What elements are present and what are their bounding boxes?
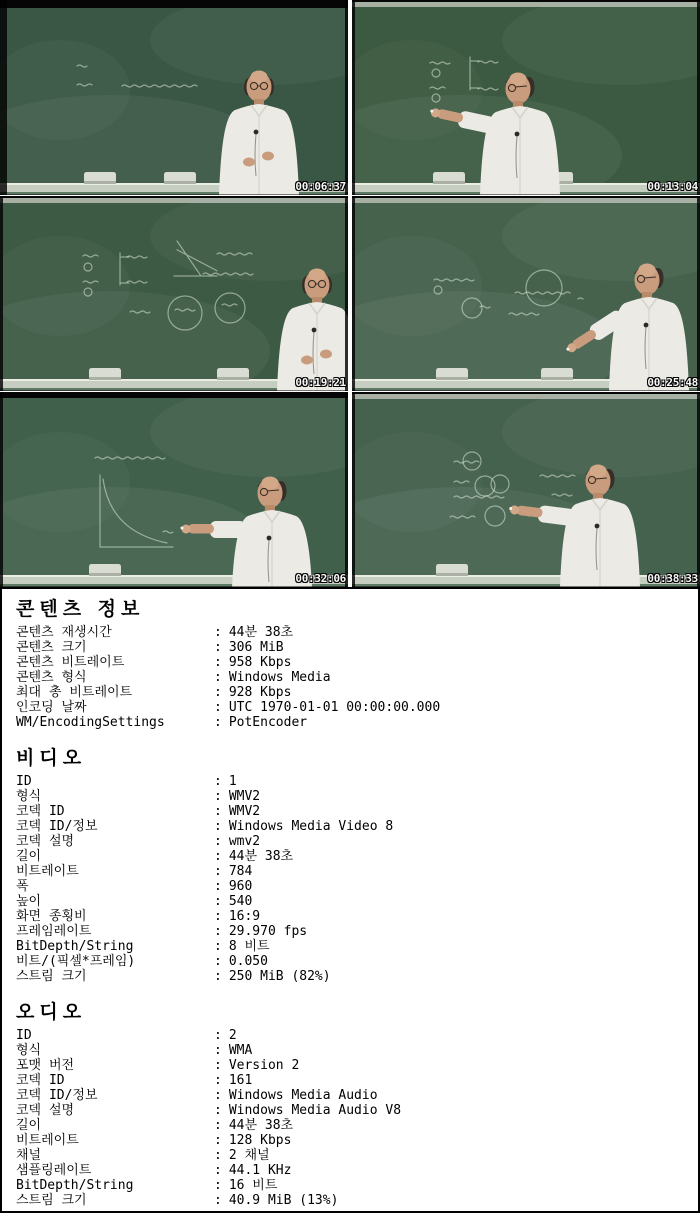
info-row xyxy=(16,670,688,685)
info-label: WM/EncodingSettings xyxy=(16,715,165,730)
video-thumbnail xyxy=(352,196,700,391)
eraser xyxy=(433,172,465,184)
colon-separator: : xyxy=(214,939,222,954)
info-label: 높이 xyxy=(16,894,42,909)
info-label: 코덱 ID/정보 xyxy=(16,1088,98,1103)
colon-separator: : xyxy=(214,640,222,655)
info-panel xyxy=(0,587,700,1213)
eraser xyxy=(541,368,573,380)
chalkboard-scene xyxy=(0,392,348,587)
colon-separator: : xyxy=(214,819,222,834)
info-row xyxy=(16,864,688,879)
colon-separator: : xyxy=(214,700,222,715)
eraser xyxy=(84,172,116,184)
info-row xyxy=(16,954,688,969)
info-row xyxy=(16,804,688,819)
colon-separator: : xyxy=(214,670,222,685)
info-row xyxy=(16,894,688,909)
info-row xyxy=(16,1133,688,1148)
timestamp-overlay: 00:38:33 xyxy=(647,572,698,585)
info-label: 코덱 ID/정보 xyxy=(16,819,98,834)
eraser xyxy=(89,564,121,576)
info-label: BitDepth/String xyxy=(16,939,134,954)
info-label: ID xyxy=(16,1028,32,1043)
info-label: 길이 xyxy=(16,849,42,864)
info-value: Windows Media Audio xyxy=(228,1088,378,1103)
info-row xyxy=(16,625,688,640)
info-value: 44분 38초 xyxy=(228,849,294,864)
video-thumbnail xyxy=(0,392,348,587)
info-row xyxy=(16,1043,688,1058)
colon-separator: : xyxy=(214,1193,222,1208)
section-title: 콘텐츠 정보 xyxy=(16,598,145,620)
colon-separator: : xyxy=(214,715,222,730)
info-label: 콘텐츠 형식 xyxy=(16,670,87,685)
info-row xyxy=(16,819,688,834)
colon-separator: : xyxy=(214,864,222,879)
info-value: 16 비트 xyxy=(228,1178,278,1193)
eraser xyxy=(89,368,121,380)
info-label: 비트레이트 xyxy=(16,864,79,879)
info-value: 928 Kbps xyxy=(228,685,292,700)
info-row xyxy=(16,700,688,715)
video-thumbnail xyxy=(352,392,700,587)
colon-separator: : xyxy=(214,1073,222,1088)
info-row xyxy=(16,640,688,655)
timestamp-overlay: 00:19:21 xyxy=(295,376,346,389)
info-row xyxy=(16,969,688,984)
info-value: 1 xyxy=(228,774,237,789)
info-row xyxy=(16,1178,688,1193)
info-label: 비트레이트 xyxy=(16,1133,79,1148)
thumbnail-grid xyxy=(0,0,700,587)
info-label: ID xyxy=(16,774,32,789)
info-row xyxy=(16,1148,688,1163)
info-value: Windows Media xyxy=(228,670,331,685)
info-row xyxy=(16,879,688,894)
colon-separator: : xyxy=(214,804,222,819)
colon-separator: : xyxy=(214,1103,222,1118)
info-row xyxy=(16,774,688,789)
info-value: 40.9 MiB (13%) xyxy=(228,1193,339,1208)
info-value: 0.050 xyxy=(228,954,268,969)
timestamp-overlay: 00:32:06 xyxy=(295,572,346,585)
info-label: 코덱 ID xyxy=(16,804,65,819)
info-label: 길이 xyxy=(16,1118,42,1133)
chalkboard-scene xyxy=(352,196,700,391)
info-label: 콘텐츠 재생시간 xyxy=(16,625,112,640)
colon-separator: : xyxy=(214,894,222,909)
info-label: 화면 종횡비 xyxy=(16,909,87,924)
colon-separator: : xyxy=(214,834,222,849)
info-label: 샘플링레이트 xyxy=(16,1163,92,1178)
info-label: 포맷 버전 xyxy=(16,1058,75,1073)
info-section xyxy=(16,599,688,730)
info-label: 폭 xyxy=(16,879,29,894)
info-row xyxy=(16,1028,688,1043)
colon-separator: : xyxy=(214,685,222,700)
info-value: Windows Media Video 8 xyxy=(228,819,394,834)
eraser xyxy=(436,368,468,380)
colon-separator: : xyxy=(214,1118,222,1133)
timestamp-overlay: 00:25:48 xyxy=(647,376,698,389)
info-row xyxy=(16,789,688,804)
info-value: 784 xyxy=(228,864,253,879)
info-value: 16:9 xyxy=(228,909,261,924)
info-label: 코덱 설명 xyxy=(16,834,75,849)
info-label: 콘텐츠 크기 xyxy=(16,640,87,655)
info-label: 채널 xyxy=(16,1148,42,1163)
info-value: 128 Kbps xyxy=(228,1133,292,1148)
colon-separator: : xyxy=(214,1148,222,1163)
info-label: 비트/(픽셀*프레임) xyxy=(16,954,136,969)
timestamp-overlay: 00:06:37 xyxy=(295,180,346,193)
section-title: 비디오 xyxy=(16,747,87,769)
chalkboard-scene xyxy=(352,392,700,587)
info-value: 29.970 fps xyxy=(228,924,308,939)
info-label: 인코딩 날짜 xyxy=(16,700,87,715)
video-thumbnail xyxy=(0,0,348,195)
info-value: 8 비트 xyxy=(228,939,270,954)
colon-separator: : xyxy=(214,1028,222,1043)
info-row xyxy=(16,1103,688,1118)
info-row xyxy=(16,849,688,864)
info-label: 스트림 크기 xyxy=(16,969,87,984)
info-row xyxy=(16,1058,688,1073)
colon-separator: : xyxy=(214,1043,222,1058)
chalkboard-scene xyxy=(0,196,348,391)
info-label: BitDepth/String xyxy=(16,1178,134,1193)
info-value: 250 MiB (82%) xyxy=(228,969,331,984)
info-row xyxy=(16,1118,688,1133)
colon-separator: : xyxy=(214,924,222,939)
info-label: 코덱 ID xyxy=(16,1073,65,1088)
video-thumbnail xyxy=(352,0,700,195)
info-value: UTC 1970-01-01 00:00:00.000 xyxy=(228,700,441,715)
info-value: WMA xyxy=(228,1043,253,1058)
info-row xyxy=(16,1073,688,1088)
info-value: 44분 38초 xyxy=(228,1118,294,1133)
info-label: 코덱 설명 xyxy=(16,1103,75,1118)
colon-separator: : xyxy=(214,1133,222,1148)
colon-separator: : xyxy=(214,1058,222,1073)
info-row xyxy=(16,834,688,849)
info-row xyxy=(16,924,688,939)
info-row xyxy=(16,1088,688,1103)
section-title: 오디오 xyxy=(16,1001,87,1023)
info-row xyxy=(16,1163,688,1178)
colon-separator: : xyxy=(214,774,222,789)
info-label: 형식 xyxy=(16,789,42,804)
info-label: 프레임레이트 xyxy=(16,924,92,939)
info-label: 스트림 크기 xyxy=(16,1193,87,1208)
info-label: 최대 총 비트레이트 xyxy=(16,685,133,700)
info-value: PotEncoder xyxy=(228,715,308,730)
info-section xyxy=(16,748,688,984)
info-label: 형식 xyxy=(16,1043,42,1058)
timestamp-overlay: 00:13:04 xyxy=(647,180,698,193)
colon-separator: : xyxy=(214,1163,222,1178)
colon-separator: : xyxy=(214,969,222,984)
info-row xyxy=(16,685,688,700)
chalkboard-scene xyxy=(352,0,700,195)
info-row xyxy=(16,939,688,954)
info-value: WMV2 xyxy=(228,804,261,819)
eraser xyxy=(217,368,249,380)
info-value: wmv2 xyxy=(228,834,261,849)
colon-separator: : xyxy=(214,849,222,864)
eraser xyxy=(164,172,196,184)
info-value: Version 2 xyxy=(228,1058,300,1073)
info-row xyxy=(16,1193,688,1208)
colon-separator: : xyxy=(214,789,222,804)
info-value: 958 Kbps xyxy=(228,655,292,670)
video-thumbnail xyxy=(0,196,348,391)
info-row xyxy=(16,655,688,670)
info-row xyxy=(16,909,688,924)
colon-separator: : xyxy=(214,625,222,640)
info-label: 콘텐츠 비트레이트 xyxy=(16,655,125,670)
colon-separator: : xyxy=(214,1088,222,1103)
info-value: 161 xyxy=(228,1073,253,1088)
colon-separator: : xyxy=(214,1178,222,1193)
colon-separator: : xyxy=(214,909,222,924)
colon-separator: : xyxy=(214,879,222,894)
info-value: 306 MiB xyxy=(228,640,284,655)
chalkboard-scene xyxy=(0,0,348,195)
info-value: 540 xyxy=(228,894,253,909)
info-value: 960 xyxy=(228,879,253,894)
colon-separator: : xyxy=(214,655,222,670)
info-value: 2 xyxy=(228,1028,237,1043)
info-row xyxy=(16,715,688,730)
info-section xyxy=(16,1002,688,1208)
colon-separator: : xyxy=(214,954,222,969)
info-value: WMV2 xyxy=(228,789,261,804)
info-value: Windows Media Audio V8 xyxy=(228,1103,402,1118)
info-value: 44분 38초 xyxy=(228,625,294,640)
info-value: 2 채널 xyxy=(228,1148,270,1163)
eraser xyxy=(436,564,468,576)
info-value: 44.1 KHz xyxy=(228,1163,292,1178)
